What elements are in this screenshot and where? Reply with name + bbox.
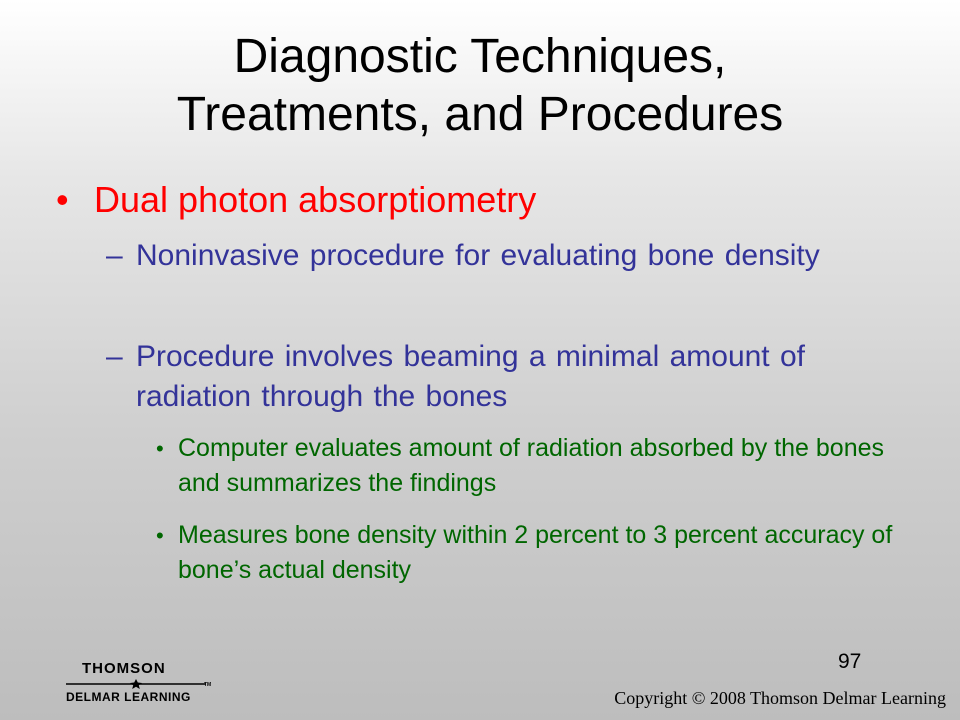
bullet-dot-icon: • — [156, 523, 164, 548]
copyright-notice: Copyright © 2008 Thomson Delmar Learning — [614, 688, 946, 708]
bullet-dot-icon: • — [156, 436, 164, 461]
page-number: 97 — [838, 650, 862, 673]
logo-thomson-text: THOMSON — [82, 660, 166, 677]
logo-trademark: TM — [204, 682, 212, 688]
logo-delmar-text: DELMAR LEARNING — [66, 690, 191, 704]
dash-bullet-icon: – — [106, 239, 123, 272]
slide-title-line-2: Treatments, and Procedures — [176, 88, 784, 141]
logo-star-line-icon — [66, 679, 206, 689]
bullet-level-1-text: Dual photon absorptiometry — [94, 179, 537, 220]
slide-title — [40, 28, 920, 144]
bullet-level-3-text: Computer evaluates amount of radiation absorbed by the bones and summarizes the findings — [178, 434, 885, 497]
dash-bullet-icon: – — [106, 340, 123, 373]
bullet-level-2-text: Noninvasive procedure for evaluating bone density — [136, 239, 820, 272]
bullet-level-3-text: Measures bone density within 2 percent to 3 percent accuracy of bone’s actual density — [178, 521, 893, 584]
bullet-level-2-text: Procedure involves beaming a minimal amount of radiation through the bones — [136, 340, 805, 413]
thomson-delmar-logo — [66, 660, 216, 708]
bullet-dot-icon: • — [56, 179, 69, 220]
slide-title-line-1: Diagnostic Techniques, — [233, 30, 727, 83]
